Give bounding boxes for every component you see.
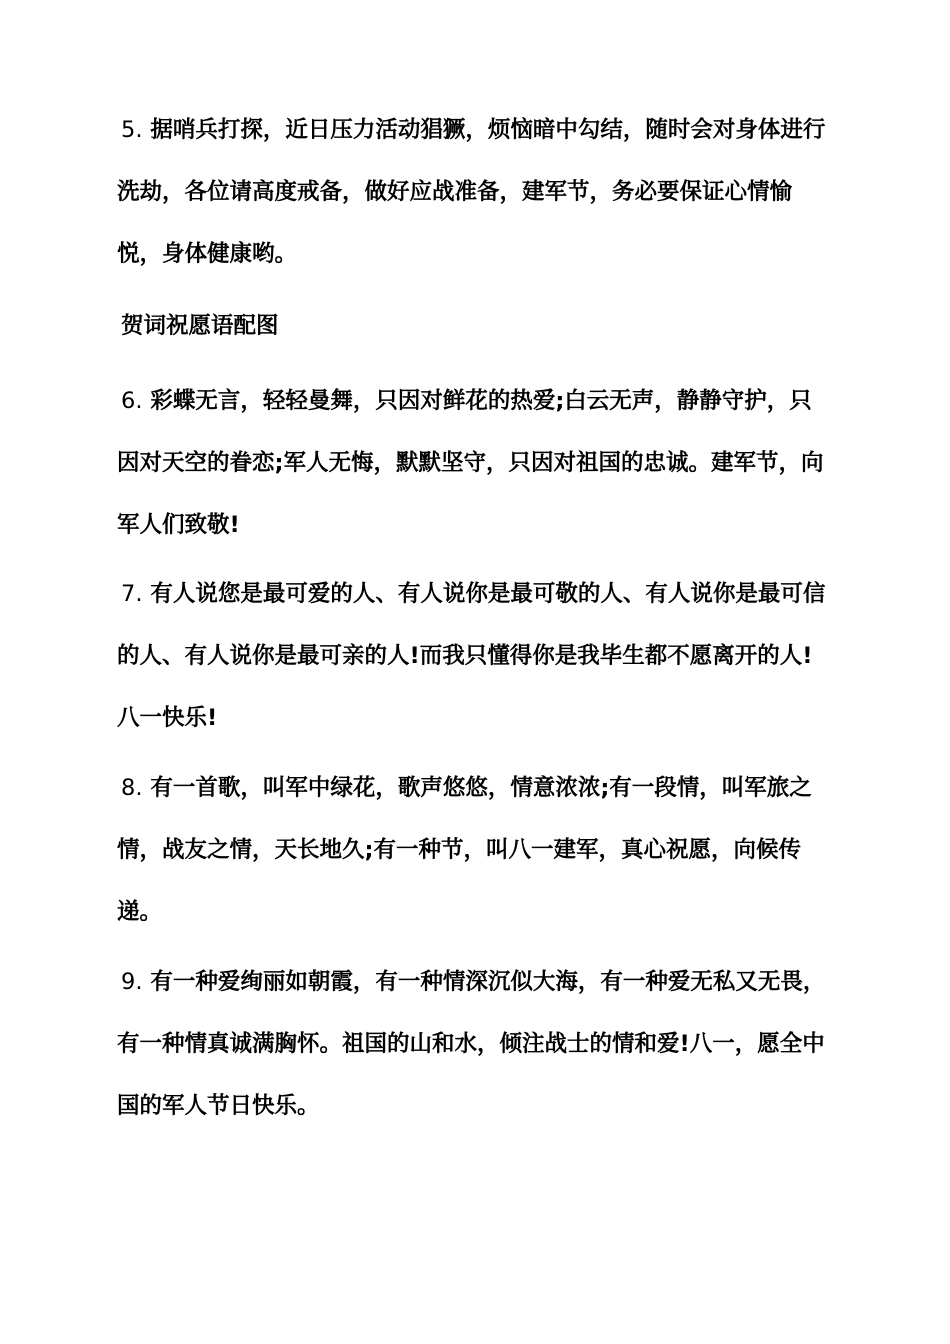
paragraph-number: 6.	[121, 388, 143, 414]
paragraph-9	[117, 951, 833, 1137]
paragraph-number: 8.	[121, 775, 143, 801]
paragraph-5	[117, 99, 833, 285]
paragraph-text: 有一首歌，叫军中绿花，歌声悠悠，情意浓浓;有一段情，叫军旅之情，战友之情，天长地久;有一种节，叫八一建军，真心祝愿，向候传递。	[117, 775, 812, 925]
paragraph-number: 5.	[121, 117, 143, 143]
paragraph-7	[117, 563, 833, 749]
paragraph-6	[117, 370, 833, 556]
paragraph-8	[117, 757, 833, 943]
paragraph-number: 9.	[121, 969, 143, 995]
paragraph-text: 彩蝶无言，轻轻曼舞，只因对鲜花的热爱;白云无声，静静守护，只因对天空的眷恋;军人无悔，默默坚守，只因对祖国的忠诚。建军节，向军人们致敬!	[117, 388, 824, 538]
paragraph-number: 7.	[121, 581, 143, 607]
section-heading: 贺词祝愿语配图	[121, 313, 279, 339]
paragraph-text: 有一种爱绚丽如朝霞，有一种情深沉似大海，有一种爱无私又无畏，有一种情真诚满胸怀。祖国的山和水，倾注战士的情和爱!八一，愿全中国的军人节日快乐。	[117, 969, 826, 1119]
paragraph-text: 有人说您是最可爱的人、有人说你是最可敬的人、有人说你是最可信的人、有人说你是最可亲的人!而我只懂得你是我毕生都不愿离开的人!八一快乐!	[117, 581, 826, 731]
paragraph-text: 据哨兵打探，近日压力活动猖獗，烦恼暗中勾结，随时会对身体进行洗劫，各位请高度戒备，做好应战准备，建军节，务必要保证心情愉悦，身体健康哟。	[117, 117, 826, 267]
